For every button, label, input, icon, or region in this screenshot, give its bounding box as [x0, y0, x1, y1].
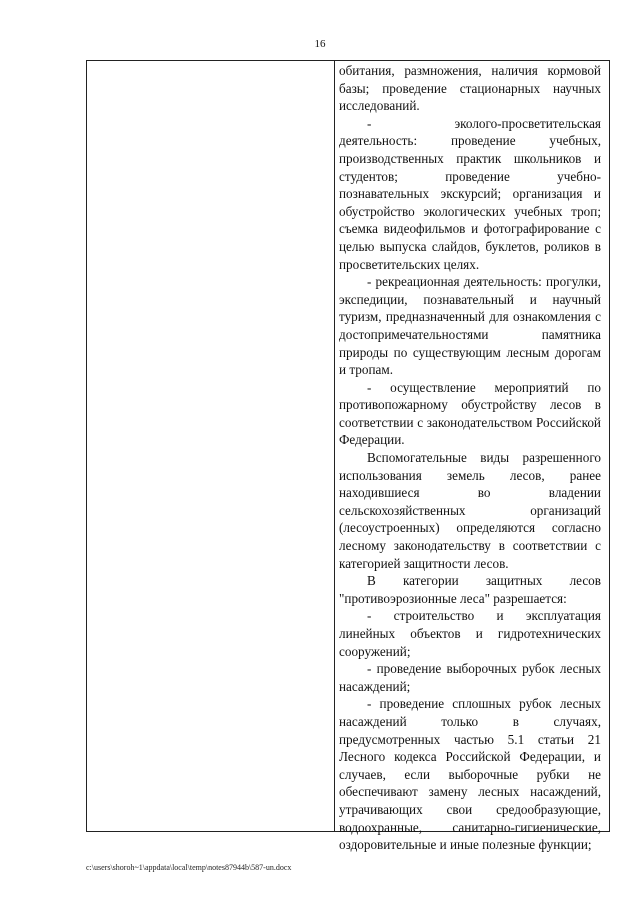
- left-cell: [87, 61, 334, 831]
- page-number: 16: [314, 38, 326, 50]
- paragraph-recreation: - рекреационная деятельность: прогулки, экспедиции, познавательный и научный туризм, предназначенный для ознакомления с достопримечательностями памятника природы по существующим лесным дорогам и тропам.: [339, 274, 601, 378]
- column-divider: [334, 61, 335, 831]
- document-table: [86, 60, 610, 853]
- paragraph-auxiliary-uses: Вспомогательные виды разрешенного использования земель лесов, ранее находившиеся во владении сельскохозяйственных организаций (лесоустроенных) определяются согласно лесному законодательству в соответствии с категорией защитности лесов.: [339, 450, 601, 571]
- paragraph-erosion-forests: В категории защитных лесов "противоэрозионные леса" разрешается:: [339, 573, 601, 606]
- paragraph-continuation: обитания, размножения, наличия кормовой базы; проведение стационарных научных исследований.: [339, 63, 601, 114]
- paragraph-ecological-education: - эколого-просветительская деятельность: проведение учебных, производственных практик школьников и студентов; проведение учебно-познавательных экскурсий; организация и обустройство экологических учебных троп; съемка видеофильмов и фотографирование с целью выпуска слайдов, буклетов, роликов в просветительских целях.: [339, 115, 601, 272]
- paragraph-clear-cutting: - проведение сплошных рубок лесных насаждений только в случаях, предусмотренных частью 5.1 статьи 21 Лесного кодекса Российской Федерации, и случаев, если выборочные рубки не обеспечивают замену лесных насаждений, утрачивающих свои средообразующие, водоохранные, санитарно-гигиенические, оздоровительные и иные полезные функции;: [339, 696, 601, 853]
- paragraph-fire-protection: - осуществление мероприятий по противопожарному обустройству лесов в соответствии с законодательством Российской Федерации.: [339, 379, 601, 448]
- footer-file-path: c:\users\shoroh~1\appdata\local\temp\notes87944b\587-un.docx: [86, 863, 292, 872]
- paragraph-linear-objects: - строительство и эксплуатация линейных объектов и гидротехнических сооружений;: [339, 608, 601, 659]
- right-cell: [339, 62, 601, 854]
- paragraph-selective-logging: - проведение выборочных рубок лесных насаждений;: [339, 661, 601, 694]
